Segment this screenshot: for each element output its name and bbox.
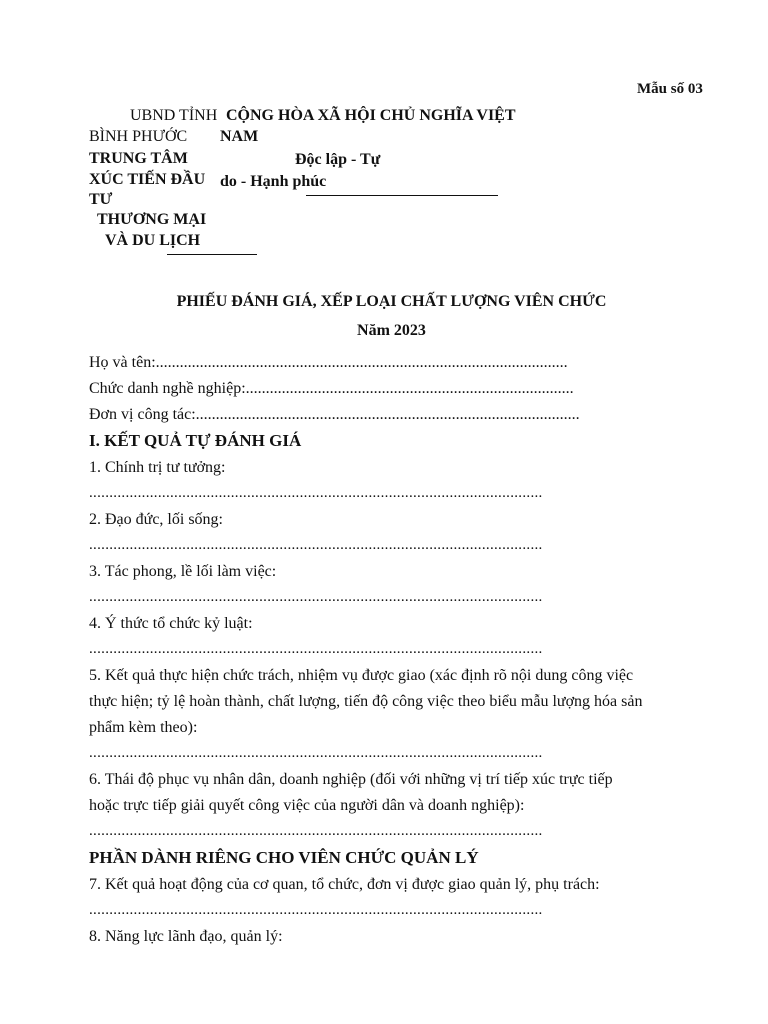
state-underline bbox=[306, 195, 498, 196]
document-title: PHIẾU ĐÁNH GIÁ, XẾP LOẠI CHẤT LƯỢNG VIÊN CHỨC bbox=[176, 293, 607, 310]
org-line-1: UBND TỈNH bbox=[130, 107, 218, 124]
manager-section-heading: PHẦN DÀNH RIÊNG CHO VIÊN CHỨC QUẢN LÝ bbox=[89, 848, 479, 867]
state-line-1: CỘNG HÒA XÃ HỘI CHỦ NGHĨA VIỆT bbox=[226, 107, 516, 124]
field-name[interactable]: Họ và tên:....................................................................................................... bbox=[89, 354, 568, 371]
state-line-4: do - Hạnh phúc bbox=[220, 173, 327, 190]
answer-line-1[interactable]: ................................................................................................................ bbox=[89, 485, 543, 501]
org-line-6: THƯƠNG MẠI bbox=[97, 211, 207, 228]
org-underline bbox=[167, 254, 257, 255]
form-code: Mẫu số 03 bbox=[637, 81, 703, 97]
org-line-7: VÀ DU LỊCH bbox=[105, 232, 201, 249]
state-line-2: NAM bbox=[220, 128, 259, 145]
answer-line-6[interactable]: ................................................................................................................ bbox=[89, 823, 543, 839]
question-5-line-2: thực hiện; tỷ lệ hoàn thành, chất lượng, tiến độ công việc theo biểu mẫu lượng hóa sản bbox=[89, 693, 643, 710]
state-line-3: Độc lập - Tự bbox=[295, 151, 381, 168]
question-6-line-1: 6. Thái độ phục vụ nhân dân, doanh nghiệp (đối với những vị trí tiếp xúc trực tiếp bbox=[89, 771, 613, 788]
field-work-unit[interactable]: Đơn vị công tác:................................................................................................ bbox=[89, 406, 580, 423]
question-5-line-1: 5. Kết quả thực hiện chức trách, nhiệm vụ được giao (xác định rõ nội dung công việc bbox=[89, 667, 634, 684]
org-line-2: BÌNH PHƯỚC bbox=[89, 128, 188, 145]
field-job-title[interactable]: Chức danh nghề nghiệp:.................................................................................. bbox=[89, 380, 574, 397]
question-6-line-2: hoặc trực tiếp giải quyết công việc của người dân và doanh nghiệp): bbox=[89, 797, 525, 814]
question-5-line-3: phẩm kèm theo): bbox=[89, 719, 198, 736]
answer-line-3[interactable]: ................................................................................................................ bbox=[89, 589, 543, 605]
question-2: 2. Đạo đức, lối sống: bbox=[89, 511, 223, 528]
answer-line-5[interactable]: ................................................................................................................ bbox=[89, 745, 543, 761]
section-1-heading: I. KẾT QUẢ TỰ ĐÁNH GIÁ bbox=[89, 431, 302, 450]
question-1: 1. Chính trị tư tưởng: bbox=[89, 459, 226, 476]
answer-line-2[interactable]: ................................................................................................................ bbox=[89, 537, 543, 553]
question-4: 4. Ý thức tổ chức kỷ luật: bbox=[89, 615, 253, 632]
org-line-5: TƯ bbox=[89, 191, 113, 208]
answer-line-4[interactable]: ................................................................................................................ bbox=[89, 641, 543, 657]
question-7: 7. Kết quả hoạt động của cơ quan, tổ chức, đơn vị được giao quản lý, phụ trách: bbox=[89, 876, 600, 893]
question-8: 8. Năng lực lãnh đạo, quản lý: bbox=[89, 928, 283, 945]
org-line-3: TRUNG TÂM bbox=[89, 150, 188, 167]
document-year: Năm 2023 bbox=[357, 322, 426, 339]
org-line-4: XÚC TIẾN ĐẦU bbox=[89, 171, 206, 188]
answer-line-7[interactable]: ................................................................................................................ bbox=[89, 902, 543, 918]
question-3: 3. Tác phong, lề lối làm việc: bbox=[89, 563, 277, 580]
